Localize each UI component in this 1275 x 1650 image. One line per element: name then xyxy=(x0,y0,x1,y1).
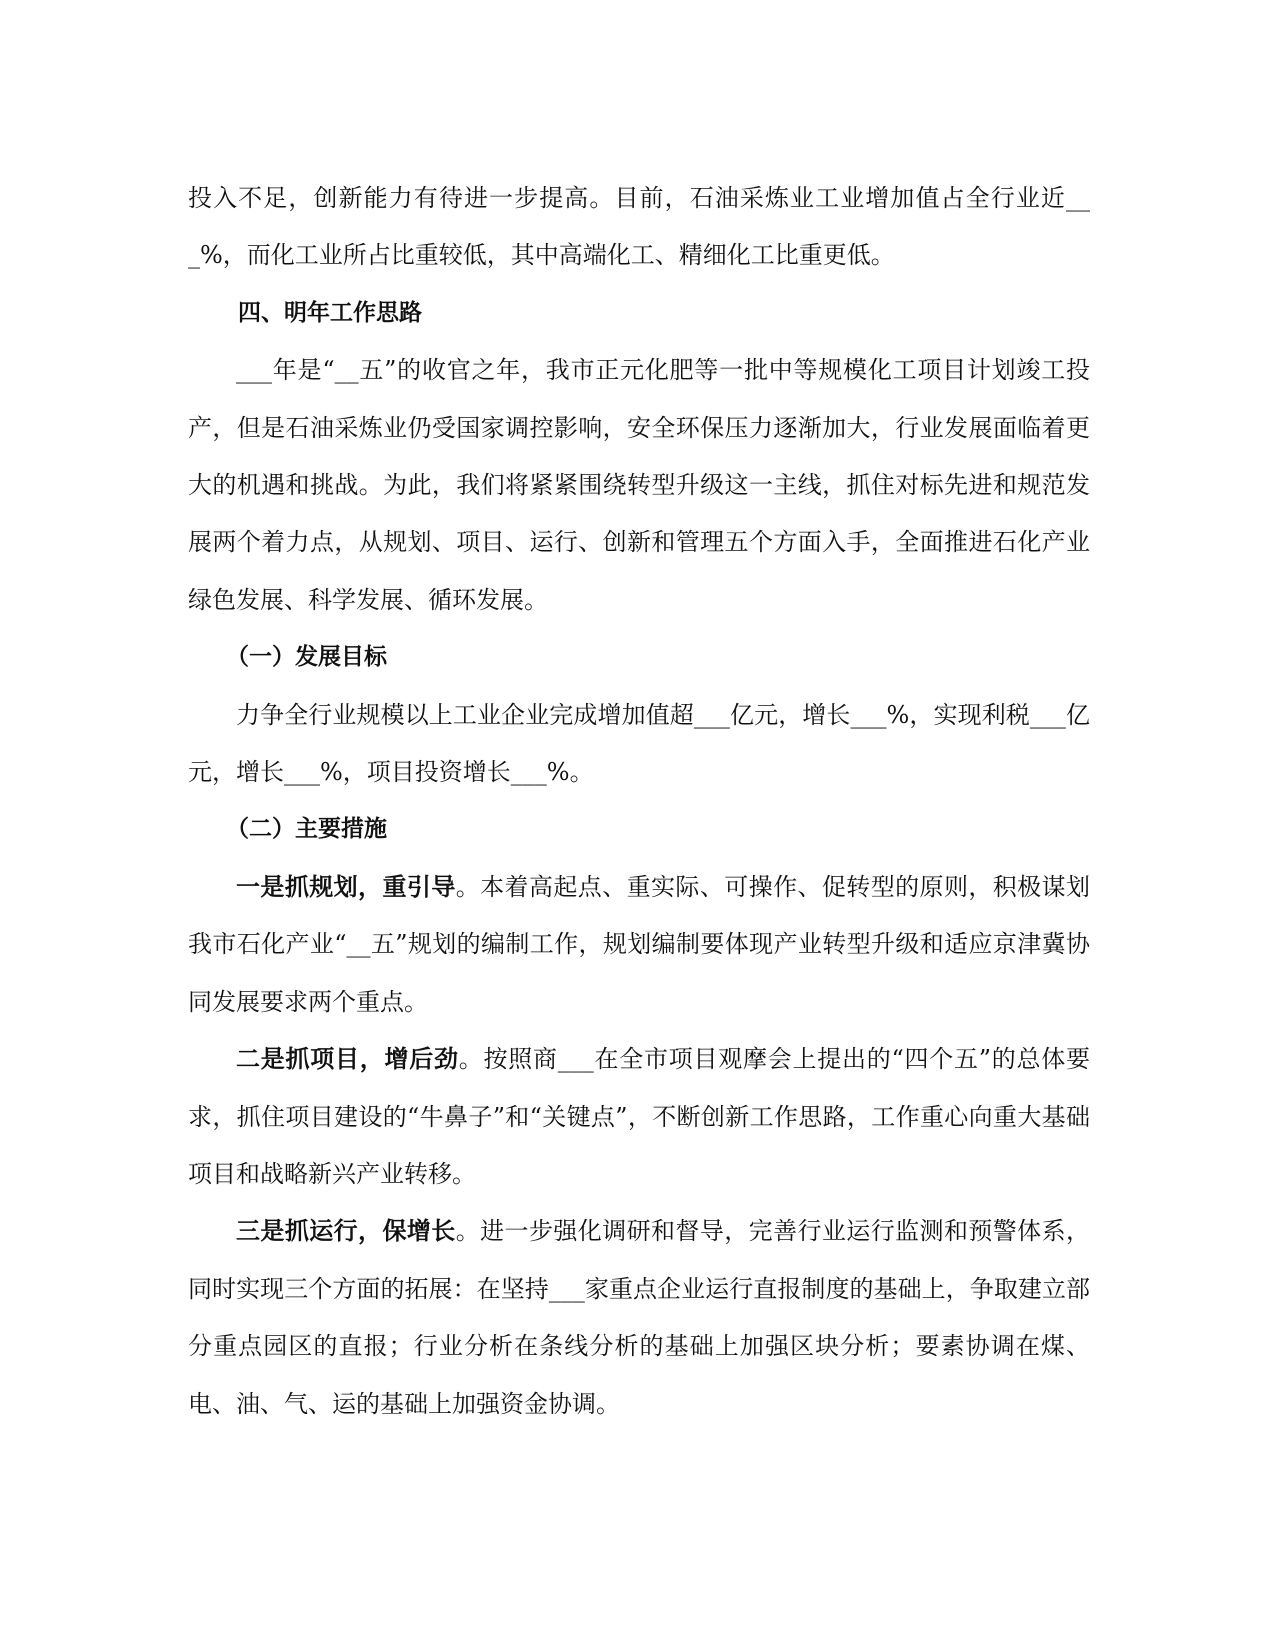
measure-planning-lead: 一是抓规划，重引导 xyxy=(236,872,456,901)
measure-projects-text: 。按照商___在全市项目观摩会上提出的“四个五”的总体要求，抓住项目建设的“牛鼻子”和“关键点”，不断创新工作思路，工作重心向重大基础项目和战略新兴产业转移。 xyxy=(188,1045,1091,1188)
measure-operations-lead: 三是抓运行，保增长 xyxy=(236,1217,456,1246)
paragraph-innovation-status: 投入不足，创新能力有待进一步提高。目前，石油采炼业工业增加值占全行业近___%，而化工业所占比重较低，其中高端化工、精细化工比重更低。 xyxy=(188,184,1090,270)
document-body xyxy=(188,170,1090,1433)
section-heading-next-year-plan: 四、明年工作思路 xyxy=(238,299,422,326)
measure-projects-lead: 二是抓项目，增后劲 xyxy=(236,1045,459,1074)
measure-planning xyxy=(188,859,1090,1031)
measure-operations xyxy=(188,1203,1090,1433)
subheading-development-goals: （一）发展目标 xyxy=(226,644,387,671)
subheading-main-measures: （二）主要措施 xyxy=(226,816,387,843)
measure-projects xyxy=(188,1031,1090,1203)
measure-planning-text: 。本着高起点、重实际、可操作、促转型的原则，积极谋划我市石化产业“__五”规划的编制工作，规划编制要体现产业转型升级和适应京津冀协同发展要求两个重点。 xyxy=(188,872,1091,1016)
measure-operations-text: 。进一步强化调研和督导，完善行业运行监测和预警体系，同时实现三个方面的拓展：在坚持___家重点企业运行直报制度的基础上，争取建立部分重点园区的直报；行业分析在条线分析的基础上加强区块分析；要素协调在煤、电、油、气、运的基础上加强资金协调。 xyxy=(188,1217,1091,1418)
paragraph-development-goals: 力争全行业规模以上工业企业完成增加值超___亿元，增长___%，实现利税___亿元，增长___%，项目投资增长___%。 xyxy=(188,700,1090,787)
paragraph-next-year-overview: ___年是“__五”的收官之年，我市正元化肥等一批中等规模化工项目计划竣工投产，但是石油采炼业仍受国家调控影响，安全环保压力逐渐加大，行业发展面临着更大的机遇和挑战。为此，我们将紧紧围绕转型升级这一主线，抓住对标先进和规范发展两个着力点，从规划、项目、运行、创新和管理五个方面入手，全面推进石化产业绿色发展、科学发展、循环发展。 xyxy=(188,356,1090,614)
